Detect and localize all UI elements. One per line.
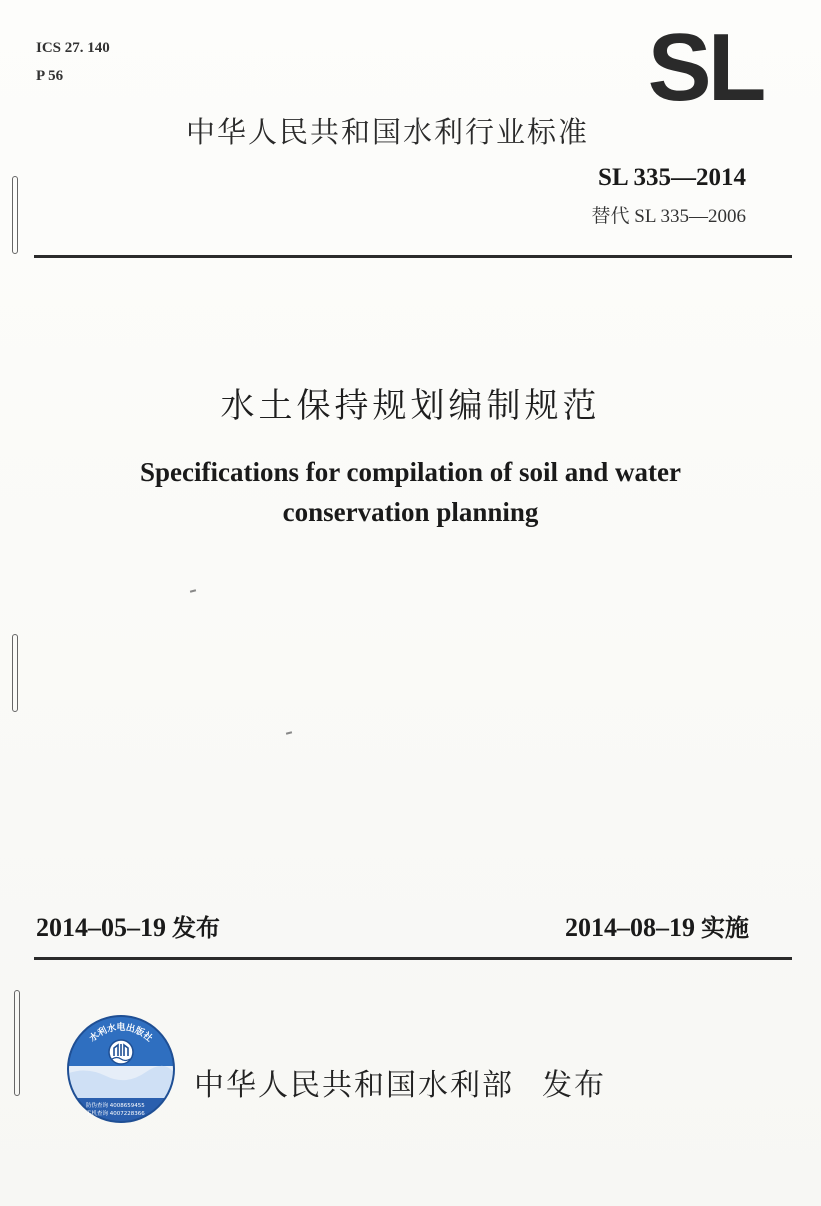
issue-date: 2014–05–19	[36, 913, 166, 942]
seal-line-2: 手机查询 4007228366	[86, 1111, 145, 1117]
staple-mark-bottom	[14, 990, 20, 1096]
title-english-line-2: conservation planning	[282, 497, 539, 527]
scan-speck	[286, 731, 292, 734]
staple-mark-top	[12, 176, 18, 254]
publisher	[194, 1060, 606, 1104]
implement-date: 2014–08–19	[565, 913, 695, 942]
class-code: P 56	[36, 68, 64, 84]
standard-org-title: 中华人民共和国水利行业标准	[186, 115, 590, 149]
standard-number: SL 335—2014	[598, 164, 746, 191]
publisher-action: 发布	[542, 1068, 606, 1103]
seal-line-1: 防伪查询 4008659455	[86, 1103, 145, 1109]
divider-bottom	[34, 957, 792, 960]
ics-code: ICS 27. 140	[36, 40, 110, 56]
publisher-name: 中华人民共和国水利部	[194, 1068, 514, 1103]
staple-mark-middle	[12, 634, 18, 712]
issue-label: 发布	[172, 914, 220, 942]
title-english-line-1: Specifications for compilation of soil and water	[140, 457, 681, 487]
scan-speck	[190, 589, 196, 592]
classification-codes	[36, 34, 110, 90]
sl-logo-text: SL	[647, 30, 763, 104]
replaces-standard: 替代 SL 335—2006	[591, 206, 746, 227]
title-chinese: 水土保持规划编制规范	[220, 386, 601, 426]
implement-date-block	[565, 908, 749, 943]
issue-date-block	[36, 908, 220, 943]
sl-logo	[636, 30, 774, 104]
seal-ring-text: 水利水电出版社	[88, 1023, 154, 1045]
divider-top	[34, 255, 792, 258]
seal-emblem	[109, 1040, 133, 1064]
implement-label: 实施	[701, 914, 749, 942]
anti-counterfeit-seal-icon	[66, 1014, 176, 1124]
title-english	[60, 452, 761, 532]
